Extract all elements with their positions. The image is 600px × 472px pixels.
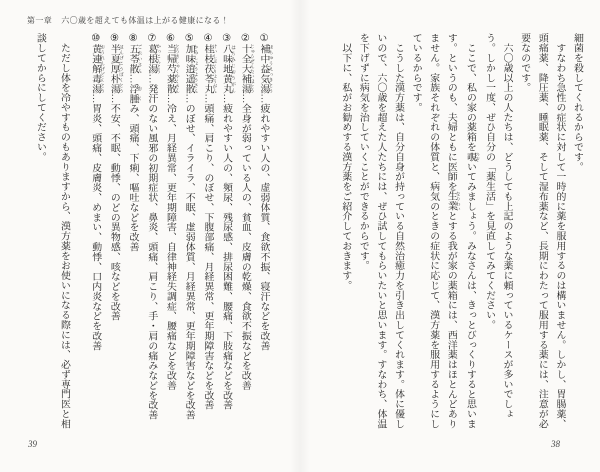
text-column: ⑨半夏厚朴湯 はんげこうぼくとう…不安、不眠、動悸、のどの異物感、咳などを改善 xyxy=(108,33,125,321)
kampo-medicine-list xyxy=(87,33,274,447)
page-gutter xyxy=(290,0,310,472)
text-column: 六〇歳以上の人たちは、どうしても上記のような薬に頼っているケースが多いでしょ xyxy=(501,33,513,419)
text-column: いので、六〇歳を超えた人たちには、ぜひ試してもらいたいと思います。すなわち、体温 xyxy=(375,33,387,429)
text-column: ⑤加味逍遥散 かみしょうようさん…のぼせ、イライラ、不眠、虚弱体質、月経異常、更年期障害などを改善 xyxy=(183,33,200,420)
text-column: ません。家族それぞれの体質と、病気のときの症状に応じて、漢方薬を服用するようにし xyxy=(428,33,440,429)
text-column: ②十全大補湯 じゅうぜんたいほとう…全身が弱っている人の、貧血、皮膚の乾燥、食欲不振などを改善 xyxy=(239,33,256,391)
text-column: 頭痛薬、降圧薬、睡眠薬、そして湿布薬など、長期にわたって服用する薬には、注意が必 xyxy=(536,33,548,429)
text-column: ただし体を冷やすものもありますから、漢方薬をお使いになる際には、必ず専門医と相 xyxy=(58,33,70,429)
right-page-body-text xyxy=(337,33,586,447)
text-column: 細菌を殺してくれるからです。 xyxy=(572,33,583,172)
text-column: こうした漢方薬は、自分自身が持っている自然治癒力を引き出してくれます。体に優し xyxy=(393,33,405,429)
text-column: ③八味地黄丸 はちみじおうがん…疲れやすい人の、頻尿、残尿感、排尿困難、腰痛、下肢痛などを改善 xyxy=(221,33,237,410)
text-column: 談してからにしてください。 xyxy=(34,33,46,162)
text-column: 以下に、私がお勧めする漢方薬をご紹介しておきます。 xyxy=(340,33,352,291)
text-column: を下げずに病気を治していくことができるからです。 xyxy=(357,33,369,271)
text-column: す。というのも、夫婦ともに医師を生業 なりわいとする我が家の薬箱には、西洋薬はほとんどあり xyxy=(445,33,462,429)
caution-note xyxy=(28,33,76,447)
text-column: ここで、私の家の薬箱を覗 のぞいてみましょう。みなさんは、きっとびっくりすると思いま xyxy=(464,33,481,429)
text-column: ⑧五苓散 ごれいさん…浮腫 むくみ、頭痛、下痢、嘔吐などを改善 xyxy=(127,33,144,252)
left-page-body-text xyxy=(28,33,274,447)
text-column: う。しかし一度、ぜひ自分の「薬生活」を見直してみてください。 xyxy=(484,33,496,330)
text-column: ⑦葛根湯 かっこんとう…発汗のない風邪の初期症状、鼻炎、頭痛、肩こり、手・肩の痛みなどを改善 xyxy=(146,33,162,420)
text-column: すなわち急性の症状に対して一時的に薬を服用するのは構いません。しかし、胃腸薬、 xyxy=(554,33,566,429)
text-column: ①補中益気湯 ほちゅうえっきとう…疲れやすい人の、虚弱体質、食欲不振、寝汗などを改善 xyxy=(258,33,274,351)
chapter-title: 六〇歳を超えても体温は上がる健康になる！ xyxy=(61,16,230,25)
chapter-label: 第一章 xyxy=(27,16,53,25)
text-column: ④桂枝茯苓丸 けいしぶくりょうがん…頭痛、肩こり、のぼせ、下腹部痛、月経異常、更年期障害などを改善 xyxy=(202,33,218,410)
text-column: ⑩黄連解毒湯 おうれんげどくとう…胃炎、頭痛、皮膚炎、めまい、動悸、口内炎などを改善 xyxy=(90,33,106,351)
running-head xyxy=(27,15,229,26)
page-number-right: 38 xyxy=(551,439,560,449)
page-number-left: 39 xyxy=(28,439,37,449)
text-column: ているからです。 xyxy=(410,33,422,113)
text-column: ⑥当帰芍薬散 とうきしゃくやくさん…冷え、月経異常、更年期障害、自律神経失調症、腰痛などを改善 xyxy=(164,33,181,391)
text-column: 要なのです。 xyxy=(519,33,531,93)
